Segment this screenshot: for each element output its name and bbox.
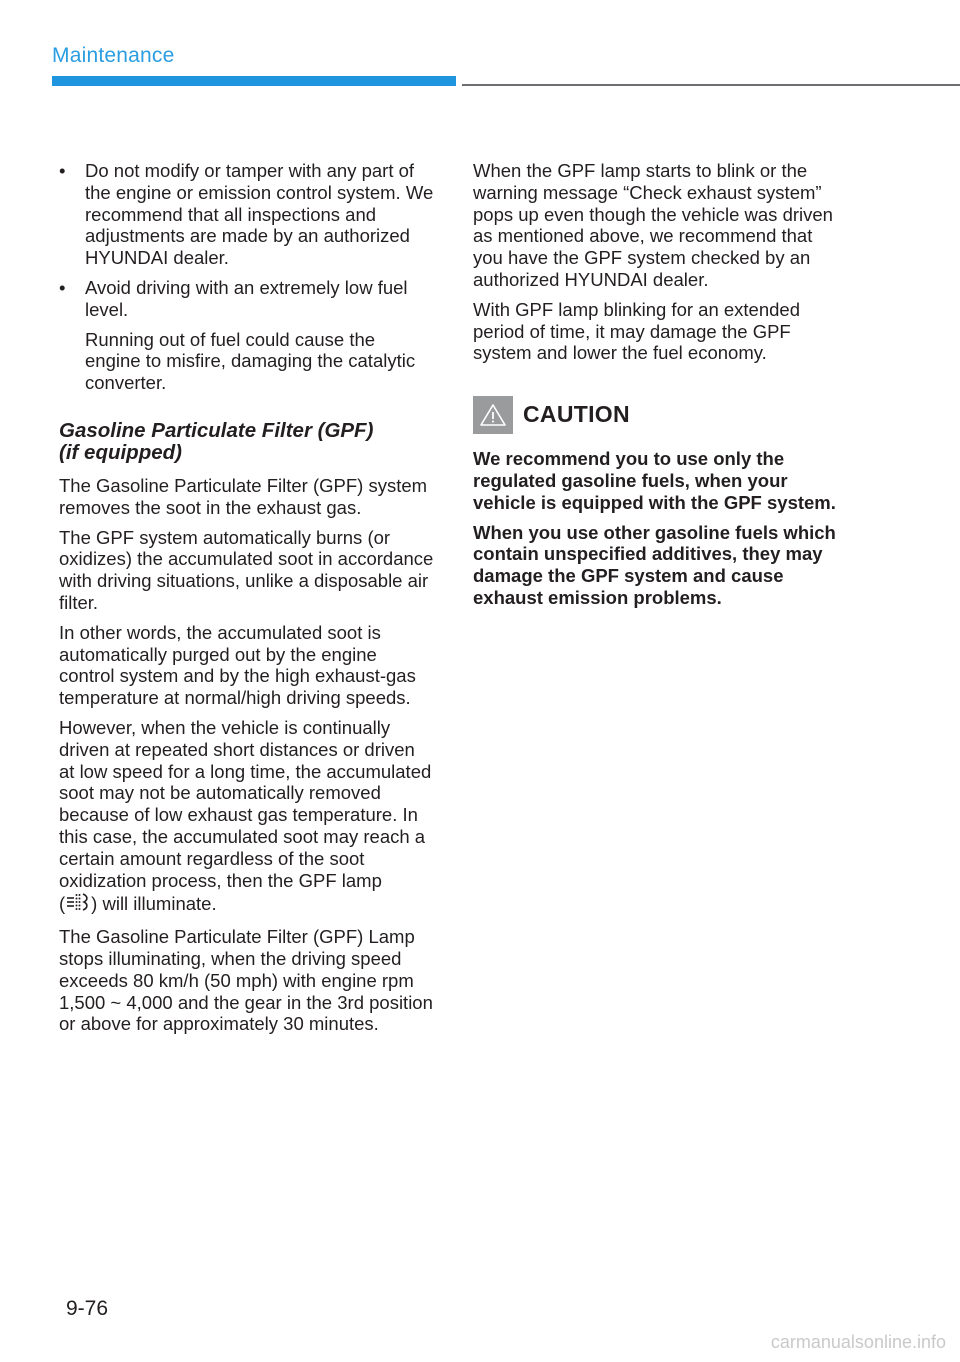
page-number: 9-76 [66, 1297, 109, 1320]
heading-line: (if equipped) [59, 441, 182, 465]
header-accent-bar [52, 76, 456, 86]
heading-line: Gasoline Particulate Filter (GPF) [59, 418, 374, 442]
caution-text [473, 448, 843, 609]
paragraph: The Gasoline Particulate Filter (GPF) Lamp stops illuminating, when the driving speed exceeds 80 km/h (50 mph) with engine rpm 1,500 ~ 4,000 and the gear in the 3rd position or above for approximately 30 minutes. [59, 926, 433, 1035]
header-divider [462, 84, 960, 86]
paragraph [59, 717, 435, 918]
bullet-note: Running out of fuel could cause the engine to misfire, damaging the catalytic converter. [85, 328, 416, 394]
paragraph: In other words, the accumulated soot is automatically purged out by the engine control system and by the high exhaust-gas temperature at normal/high driving speeds. [59, 621, 416, 709]
paragraph: When the GPF lamp starts to blink or the warning message “Check exhaust system” pops up even though the vehicle was driven as mentioned above, we recommend that you have the GPF system checked by an authorized HYUNDAI dealer. [473, 160, 833, 290]
left-column [59, 160, 435, 1043]
watermark: carmanualsonline.info [770, 1332, 946, 1352]
list-item [59, 160, 435, 269]
paragraph: The GPF system automatically burns (or oxidizes) the accumulated soot in accordance with driving situations, unlike a disposable air filter. [59, 526, 434, 613]
bullet-text: Do not modify or tamper with any part of the engine or emission control system. We recommend that all inspections and adjustments are made by an authorized HYUNDAI dealer. [85, 160, 434, 269]
right-column [473, 160, 843, 617]
caution-header [473, 396, 843, 434]
bullet-icon: • [59, 160, 66, 181]
list-item [59, 277, 435, 321]
gpf-lamp-icon [65, 891, 91, 918]
lamp-close-text: ) will illuminate. [91, 893, 217, 915]
caution-paragraph: When you use other gasoline fuels which contain unspecified additives, they may damage the GPF system and cause exhaust emission problems. [473, 521, 836, 608]
section-title: Maintenance [52, 44, 175, 67]
bullet-list [59, 160, 435, 321]
section-heading [59, 420, 435, 465]
lamp-open-paren: ( [59, 893, 66, 915]
paragraph-text: However, when the vehicle is continually driven at repeated short distances or driven at low speed for a long time, the accumulated soot may not be automatically removed because of low exhaust gas temperature. In this case, the accumulated soot may reach a certain amount regardless of the soot oxidization process, then the GPF lamp [59, 716, 432, 891]
bullet-icon: • [59, 276, 66, 298]
bullet-text: Avoid driving with an extremely low fuel level. [85, 276, 408, 320]
paragraph: The Gasoline Particulate Filter (GPF) system removes the soot in the exhaust gas. [59, 474, 428, 518]
caution-paragraph: We recommend you to use only the regulated gasoline fuels, when your vehicle is equipped with the GPF system. [473, 448, 836, 513]
warning-triangle-icon [473, 396, 513, 434]
paragraph: With GPF lamp blinking for an extended period of time, it may damage the GPF system and lower the fuel economy. [473, 298, 800, 364]
caution-label: CAUTION [523, 401, 630, 428]
